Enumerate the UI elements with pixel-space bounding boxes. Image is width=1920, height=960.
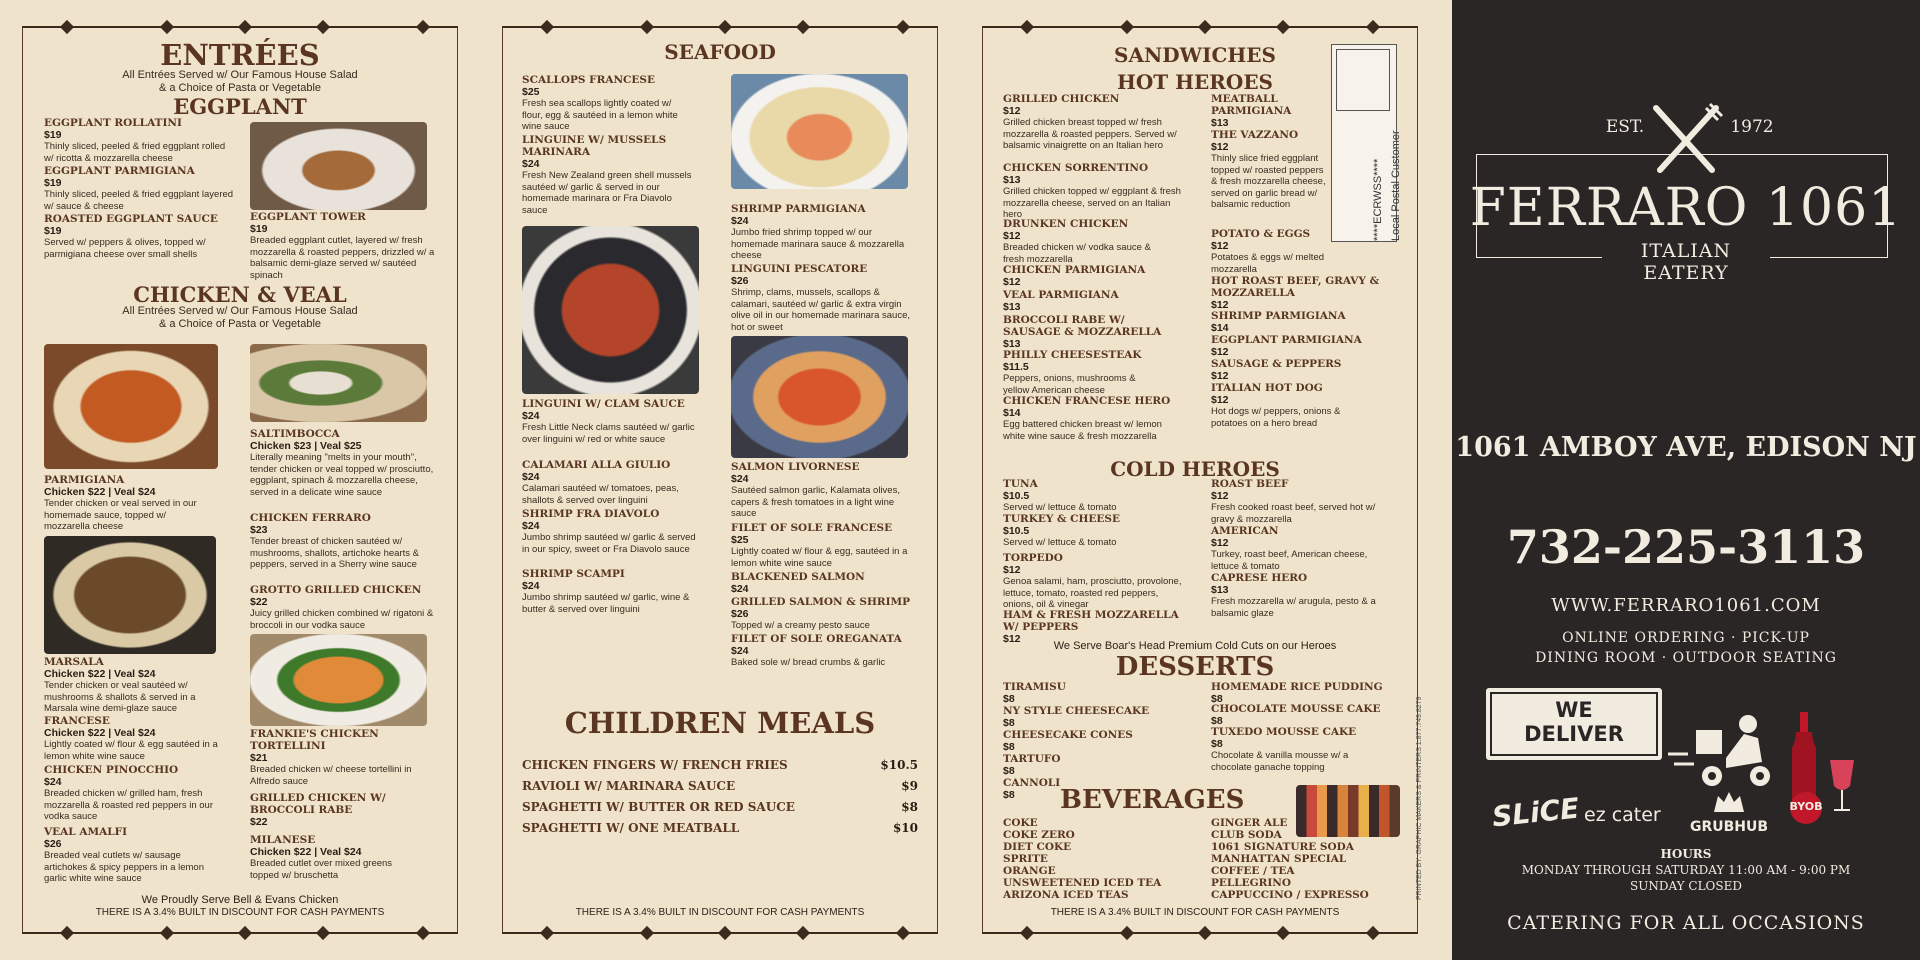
menu-item: TUXEDO MOUSSE CAKE $8 Chocolate & vanilla mousse w/ a chocolate ganache topping: [1211, 726, 1357, 773]
menu-item: CHEESECAKE CONES $8: [1003, 729, 1133, 753]
menu-item: CAPRESE HERO $13 Fresh mozzarella w/ arugula, pesto & a balsamic glaze: [1211, 572, 1376, 619]
menu-item: CANNOLI $8: [1003, 777, 1061, 801]
phone-number[interactable]: 732-225-3113: [1506, 520, 1866, 574]
menu-item: VEAL AMALFI $26 Breaded veal cutlets w/ sausage artichokes & spicy peppers in a lemon garlic white wine sauce: [44, 826, 204, 884]
shrimp-pasta-photo: [731, 74, 908, 189]
entrees-panel: [0, 0, 480, 960]
menu-item: FRANKIE'S CHICKEN TORTELLINI $21 Breaded chicken w/ cheese tortellini in Alfredo sauce: [250, 728, 412, 787]
menu-item: PHILLY CHEESESTEAK $11.5 Peppers, onions, mushrooms & yellow American cheese: [1003, 349, 1142, 396]
pescatore-photo: [731, 336, 908, 458]
beverage-item: ORANGE: [1003, 865, 1056, 877]
menu-item: FILET OF SOLE OREGANATA $24 Baked sole w/ bread crumbs & garlic: [731, 633, 902, 668]
beverage-list: [1211, 817, 1411, 901]
mussels-photo: [522, 226, 699, 394]
beverage-item: GINGER ALE: [1211, 817, 1288, 829]
beverage-item: UNSWEETENED ICED TEA: [1003, 877, 1162, 889]
beverage-item: CLUB SODA: [1211, 829, 1282, 841]
menu-item: CHICKEN FRANCESE HERO $14 Egg battered chicken breast w/ lemon white wine sauce & fresh mozzarella: [1003, 395, 1171, 442]
chicken-note: We Proudly Serve Bell & Evans Chicken: [141, 894, 339, 906]
printer-credit: PRINTED BY: GRAPHIC MAKERS & PRINTERS 1.877.749.8279: [1416, 696, 1423, 900]
menu-item: GRILLED SALMON & SHRIMP $26 Topped w/ a creamy pesto sauce: [731, 596, 911, 631]
menu-item: THE VAZZANO $12 Thinly slice fried eggplant topped w/ roasted peppers & fresh mozzarella cheese, served on garlic bread w/ balsamic reduction: [1211, 129, 1326, 210]
menu-item: CHICKEN FERRARO $23 Tender breast of chicken sautéed w/ mushrooms, shallots, artichoke hearts & peppers, served in a Sherry wine sauce: [250, 512, 419, 570]
entrees-subtitle: All Entrées Served w/ Our Famous House Salad: [122, 69, 358, 81]
byob-badge: BYOB: [1789, 800, 1823, 813]
beverage-item: COKE: [1003, 817, 1038, 829]
services-line: ONLINE ORDERING · PICK-UP: [1562, 630, 1810, 646]
menu-item: CALAMARI ALLA GIULIO $24 Calamari sautéed w/ tomatoes, peas, shallots & served over linguini: [522, 459, 679, 506]
desserts-title: DESSERTS: [1115, 652, 1275, 682]
beverages-title: BEVERAGES: [1060, 785, 1245, 815]
children-meals-title: CHILDREN MEALS: [564, 706, 876, 740]
ornament-border: [22, 22, 458, 32]
beverage-item: COKE ZERO: [1003, 829, 1075, 841]
slice-logo: SLiCE: [1490, 791, 1581, 834]
website[interactable]: WWW.FERRARO1061.COM: [1551, 595, 1821, 616]
hours-title: HOURS: [1660, 847, 1712, 861]
kids-item: SPAGHETTI W/ ONE MEATBALL $10: [522, 821, 918, 835]
menu-item: GRILLED CHICKEN $12 Grilled chicken breast topped w/ fresh mozzarella & roasted peppers. Served w/ balsamic vinaigrette on an Italian hero: [1003, 93, 1177, 151]
menu-item: BLACKENED SALMON $24: [731, 571, 865, 595]
est-label: EST.: [1605, 117, 1645, 137]
menu-item: POTATO & EGGS $12 Potatoes & eggs w/ melted mozzarella: [1211, 228, 1325, 275]
menu-item: GROTTO GRILLED CHICKEN $22 Juicy grilled chicken combined w/ rigatoni & broccoli in our vodka sauce: [250, 584, 434, 631]
beverage-item: ARIZONA ICED TEAS: [1003, 889, 1129, 901]
menu-item: SHRIMP FRA DIAVOLO $24 Jumbo shrimp sautéed w/ garlic & served in our spicy, sweet or Fra Diavolo sauce: [522, 508, 696, 555]
menu-item: VEAL PARMIGIANA $13: [1003, 289, 1119, 313]
menu-item: PARMIGIANA Chicken $22 | Veal $24 Tender chicken or veal served in our homemade sauce, topped w/ mozzarella cheese: [44, 474, 197, 532]
ezcater-logo: ez cater: [1584, 804, 1661, 826]
grotto-photo: [250, 634, 427, 726]
menu-item: MILANESE Chicken $22 | Veal $24 Breaded cutlet over mixed greens topped w/ bruschetta: [250, 834, 393, 881]
menu-item: TIRAMISU $8: [1003, 681, 1066, 705]
menu-item: ROASTED EGGPLANT SAUCE $19 Served w/ peppers & olives, topped w/ parmigiana cheese over small shells: [44, 213, 218, 260]
restaurant-tagline: ITALIAN EATERY: [1602, 240, 1770, 284]
year-label: 1972: [1730, 117, 1774, 137]
boars-head-note: We Serve Boar's Head Premium Cold Cuts on our Heroes: [1053, 640, 1337, 652]
menu-item: TORPEDO $12 Genoa salami, ham, prosciutto, provolone, lettuce, tomato, roasted red peppers, onions, oil & vinegar: [1003, 552, 1182, 610]
beverage-item: SPRITE: [1003, 853, 1048, 865]
menu-item: SALMON LIVORNESE $24 Sautéed salmon garlic, Kalamata olives, capers & fresh tomatoes in a light wine sauce: [731, 461, 900, 519]
menu-item: FILET OF SOLE FRANCESE $25 Lightly coated w/ flour & egg, sautéed in a lemon white wine sauce: [731, 522, 908, 569]
cold-heroes-title: COLD HEROES: [1110, 457, 1280, 481]
eggplant-title: EGGPLANT: [173, 94, 307, 119]
entrees-title: ENTRÉES: [160, 38, 320, 72]
chicken-veal-subtitle: All Entrées Served w/ Our Famous House Salad: [122, 305, 358, 317]
menu-item: EGGPLANT PARMIGIANA $12: [1211, 334, 1362, 358]
ornament-border: [982, 22, 1418, 32]
menu-item: TUNA $10.5 Served w/ lettuce & tomato: [1003, 478, 1117, 513]
menu-item: SHRIMP PARMIGIANA $14: [1211, 310, 1346, 334]
entrees-subtitle: & a Choice of Pasta or Vegetable: [158, 82, 322, 94]
ornament-border: [22, 928, 458, 938]
postal-indicia: [1331, 44, 1402, 242]
menu-item: CHICKEN PINOCCHIO $24 Breaded chicken w/ grilled ham, fresh mozzarella & roasted red peppers in our vodka sauce: [44, 764, 213, 822]
cover-panel: [1452, 0, 1920, 960]
seafood-panel: [480, 0, 960, 960]
menu-item: HOT ROAST BEEF, GRAVY & MOZZARELLA $12: [1211, 275, 1380, 311]
menu-item: EGGPLANT TOWER $19 Breaded eggplant cutlet, layered w/ fresh mozzarella & roasted peppers, drizzled w/ a balsamic demi-glaze served w/ sautéed spinach: [250, 211, 435, 281]
menu-item: MEATBALL PARMIGIANA $13: [1211, 93, 1292, 129]
menu-item: FRANCESE Chicken $22 | Veal $24 Lightly coated w/ flour & egg sautéed in a lemon white wine sauce: [44, 715, 218, 762]
cash-discount-note: THERE IS A 3.4% BUILT IN DISCOUNT FOR CASH PAYMENTS: [575, 907, 865, 918]
menu-item: CHOCOLATE MOUSSE CAKE $8: [1211, 703, 1381, 727]
menu-item: SALTIMBOCCA Chicken $23 | Veal $25 Literally meaning "melts in your mouth", tender chicken or veal topped w/ prosciutto, eggplant, spinach & mozzarella cheese, served in a delicate wine sauce: [250, 428, 434, 498]
grubhub-icon: [1712, 790, 1746, 814]
ecrwss-text: ****ECRWSS****: [1372, 158, 1384, 241]
grubhub-logo: GRUBHUB: [1690, 790, 1768, 835]
hot-heroes-title: HOT HEROES: [1116, 70, 1274, 94]
beverage-item: COFFEE / TEA: [1211, 865, 1295, 877]
menu-item: EGGPLANT ROLLATINI $19 Thinly sliced, peeled & fried eggplant rolled w/ ricotta & mozzarella cheese: [44, 117, 226, 164]
menu-item: LINGUINI W/ CLAM SAUCE $24 Fresh Little Neck clams sautéed w/ garlic over linguini w/ red or white sauce: [522, 398, 695, 445]
menu-item: SCALLOPS FRANCESE $25 Fresh sea scallops lightly coated w/ flour, egg & sautéed in a lemon white wine sauce: [522, 74, 678, 132]
services-line: DINING ROOM · OUTDOOR SEATING: [1535, 650, 1837, 666]
kids-item: CHICKEN FINGERS W/ FRENCH FRIES $10.5: [522, 758, 918, 772]
chicken-veal-title: CHICKEN & VEAL: [133, 282, 347, 307]
local-postal-text: Local Postal Customer: [1390, 130, 1402, 241]
beverage-item: 1061 SIGNATURE SODA: [1211, 841, 1354, 853]
menu-item: SAUSAGE & PEPPERS $12: [1211, 358, 1342, 382]
beverage-item: MANHATTAN SPECIAL: [1211, 853, 1347, 865]
chicken-veal-subtitle: & a Choice of Pasta or Vegetable: [158, 318, 322, 330]
ornament-border: [502, 928, 938, 938]
ornament-border: [982, 928, 1418, 938]
menu-item: ROAST BEEF $12 Fresh cooked roast beef, served hot w/ gravy & mozzarella: [1211, 478, 1376, 525]
menu-item: NY STYLE CHEESECAKE $8: [1003, 705, 1150, 729]
menu-item: TARTUFO $8: [1003, 753, 1061, 777]
catering-line: CATERING FOR ALL OCCASIONS: [1507, 912, 1865, 934]
parmigiana-photo: [44, 344, 218, 469]
address: 1061 AMBOY AVE, EDISON NJ: [1455, 432, 1917, 463]
menu-item: CHICKEN PARMIGIANA $12: [1003, 264, 1146, 288]
menu-item: SHRIMP SCAMPI $24 Jumbo shrimp sautéed w/ garlic, wine & butter & served over linguini: [522, 568, 690, 615]
children-menu: [522, 758, 918, 842]
menu-item: EGGPLANT PARMIGIANA $19 Thinly sliced, peeled & fried eggplant layered w/ sauce & cheese: [44, 165, 234, 212]
menu-item: LINGUINE W/ MUSSELS MARINARA $24 Fresh New Zealand green shell mussels sautéed w/ garlic & served in our homemade marinara or Fra Diavolo sauce: [522, 134, 692, 216]
menu-item: TURKEY & CHEESE $10.5 Served w/ lettuce & tomato: [1003, 513, 1120, 548]
seafood-title: SEAFOOD: [664, 40, 776, 64]
hours-line: SUNDAY CLOSED: [1630, 879, 1742, 893]
menu-item: MARSALA Chicken $22 | Veal $24 Tender chicken or veal sautéed w/ mushrooms & shallots & served in a Marsala wine demi-glaze sauce: [44, 656, 196, 714]
cash-discount-note: THERE IS A 3.4% BUILT IN DISCOUNT FOR CASH PAYMENTS: [1050, 907, 1340, 918]
menu-item: LINGUINI PESCATORE $26 Shrimp, clams, mussels, scallops & calamari, sautéed w/ garlic & extra virgin olive oil in our homemade marinara sauce, hot or sweet: [731, 263, 911, 333]
menu-item: BROCCOLI RABE W/ SAUSAGE & MOZZARELLA $13: [1003, 314, 1162, 350]
sandwiches-title: SANDWICHES: [1114, 43, 1276, 67]
we-deliver-badge: WE DELIVER: [1486, 688, 1662, 760]
beverage-item: DIET COKE: [1003, 841, 1072, 853]
marsala-photo: [44, 536, 216, 654]
cash-discount-note: THERE IS A 3.4% BUILT IN DISCOUNT FOR CASH PAYMENTS: [95, 907, 385, 918]
ornament-border: [502, 22, 938, 32]
menu-item: SHRIMP PARMIGIANA $24 Jumbo fried shrimp topped w/ our homemade marinara sauce & mozzarella cheese: [731, 203, 905, 261]
menu-item: HOMEMADE RICE PUDDING $8: [1211, 681, 1383, 705]
beverage-item: CAPPUCCINO / EXPRESSO: [1211, 889, 1369, 901]
beverage-list: [1003, 817, 1203, 901]
menu-item: HAM & FRESH MOZZARELLA W/ PEPPERS $12: [1003, 609, 1179, 645]
delivery-scooter-icon: [1666, 712, 1776, 790]
eggplant-tower-photo: [250, 122, 427, 210]
beverage-item: PELLEGRINO: [1211, 877, 1292, 889]
menu-item: CHICKEN SORRENTINO $13 Grilled chicken topped w/ eggplant & fresh mozzarella cheese, served on an Italian hero: [1003, 162, 1181, 220]
kids-item: SPAGHETTI W/ BUTTER OR RED SAUCE $8: [522, 800, 918, 814]
menu-item: GRILLED CHICKEN W/ BROCCOLI RABE $22: [250, 792, 386, 828]
menu-item: AMERICAN $12 Turkey, roast beef, American cheese, lettuce & tomato: [1211, 525, 1368, 572]
restaurant-name: FERRARO 1061: [1469, 178, 1903, 238]
saltimbocca-photo: [250, 344, 427, 422]
kids-item: RAVIOLI W/ MARINARA SAUCE $9: [522, 779, 918, 793]
menu-item: DRUNKEN CHICKEN $12 Breaded chicken w/ vodka sauce & fresh mozzarella: [1003, 218, 1151, 265]
menu-item: ITALIAN HOT DOG $12 Hot dogs w/ peppers, onions & potatoes on a hero bread: [1211, 382, 1341, 429]
hours-line: MONDAY THROUGH SATURDAY 11:00 AM - 9:00 PM: [1521, 863, 1851, 877]
